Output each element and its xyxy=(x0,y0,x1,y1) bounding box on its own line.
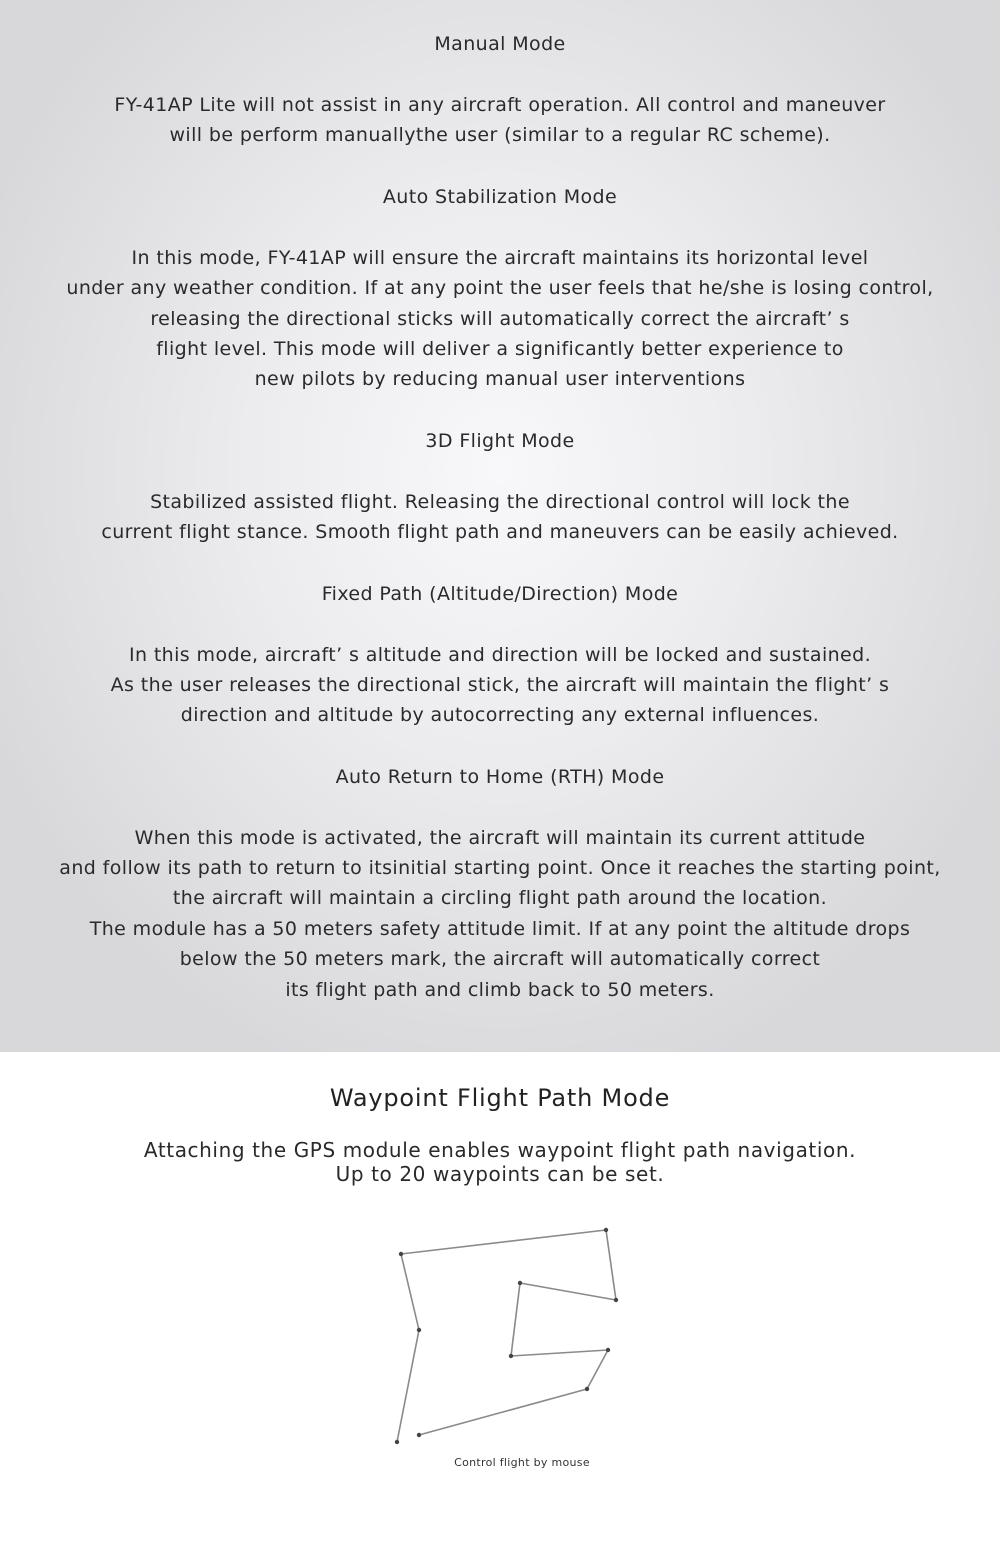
mode-description-line: Stabilized assisted flight. Releasing the directional control will lock the xyxy=(150,490,850,513)
waypoint-marker xyxy=(509,1354,513,1358)
mode-description-line: The module has a 50 meters safety attitude limit. If at any point the altitude drops xyxy=(89,917,911,940)
mode-title-manual: Manual Mode xyxy=(434,33,566,55)
waypoint-marker xyxy=(518,1281,522,1285)
mode-title-fixed-path: Fixed Path (Altitude/Direction) Mode xyxy=(321,582,679,605)
path-segment xyxy=(520,1283,616,1300)
mode-description-line: releasing the directional sticks will automatically correct the aircraft’ s xyxy=(150,307,850,330)
mode-description-line: flight level. This mode will deliver a significantly better experience to xyxy=(156,337,844,360)
mode-description-line: In this mode, aircraft’ s altitude and direction will be locked and sustained. xyxy=(128,643,872,666)
mode-description-line: As the user releases the directional stick, the aircraft will maintain the flight’ s xyxy=(110,673,890,696)
path-segment xyxy=(397,1330,419,1442)
path-segment xyxy=(401,1230,606,1254)
mode-description-line: new pilots by reducing manual user interventions xyxy=(254,368,746,391)
waypoint-marker xyxy=(606,1348,610,1352)
path-segment xyxy=(587,1350,608,1389)
waypoint-marker xyxy=(614,1298,618,1302)
mode-description-line: In this mode, FY-41AP will ensure the aircraft maintains its horizontal level xyxy=(131,246,869,269)
waypoint-heading: Waypoint Flight Path Mode xyxy=(329,1084,671,1112)
mode-description-line: FY-41AP Lite will not assist in any aircraft operation. All control and maneuver xyxy=(114,94,886,116)
path-segment xyxy=(419,1389,587,1435)
waypoint-description-line: Attaching the GPS module enables waypoint flight path navigation. xyxy=(143,1138,857,1162)
waypoint-marker xyxy=(604,1228,608,1232)
waypoint-marker xyxy=(399,1252,403,1256)
mode-title-3d-flight: 3D Flight Mode xyxy=(425,429,575,452)
waypoint-description-line: Up to 20 waypoints can be set. xyxy=(335,1162,665,1186)
path-segment xyxy=(401,1254,419,1330)
mode-description-line: the aircraft will maintain a circling flight path around the location. xyxy=(172,887,828,910)
mode-description-line: below the 50 meters mark, the aircraft will automatically correct xyxy=(179,948,821,971)
mode-description-line: direction and altitude by autocorrecting any external influences. xyxy=(180,704,820,727)
mode-description-line: When this mode is activated, the aircraft will maintain its current attitude xyxy=(134,826,866,849)
mode-description-line: current flight stance. Smooth flight path and maneuvers can be easily achieved. xyxy=(101,521,899,544)
diagram-caption: Control flight by mouse xyxy=(454,1456,590,1469)
waypoint-marker xyxy=(395,1440,399,1444)
mode-title-auto-stabilization: Auto Stabilization Mode xyxy=(382,185,618,208)
mode-description-line: under any weather condition. If at any point the user feels that he/she is losing control, xyxy=(66,277,934,300)
mode-description-line: its flight path and climb back to 50 meters. xyxy=(285,978,715,1001)
mode-description-line: will be perform manuallythe user (similar to a regular RC scheme). xyxy=(169,124,831,147)
path-segment xyxy=(511,1350,608,1356)
path-segment xyxy=(606,1230,616,1300)
mode-description-line: and follow its path to return to itsinitial starting point. Once it reaches the starting point, xyxy=(59,857,941,880)
mode-title-rth: Auto Return to Home (RTH) Mode xyxy=(335,765,665,788)
waypoint-marker xyxy=(417,1328,421,1332)
waypoint-marker xyxy=(585,1387,589,1391)
path-segment xyxy=(511,1283,520,1356)
waypoint-path-lines xyxy=(397,1230,616,1442)
waypoint-marker xyxy=(417,1433,421,1437)
